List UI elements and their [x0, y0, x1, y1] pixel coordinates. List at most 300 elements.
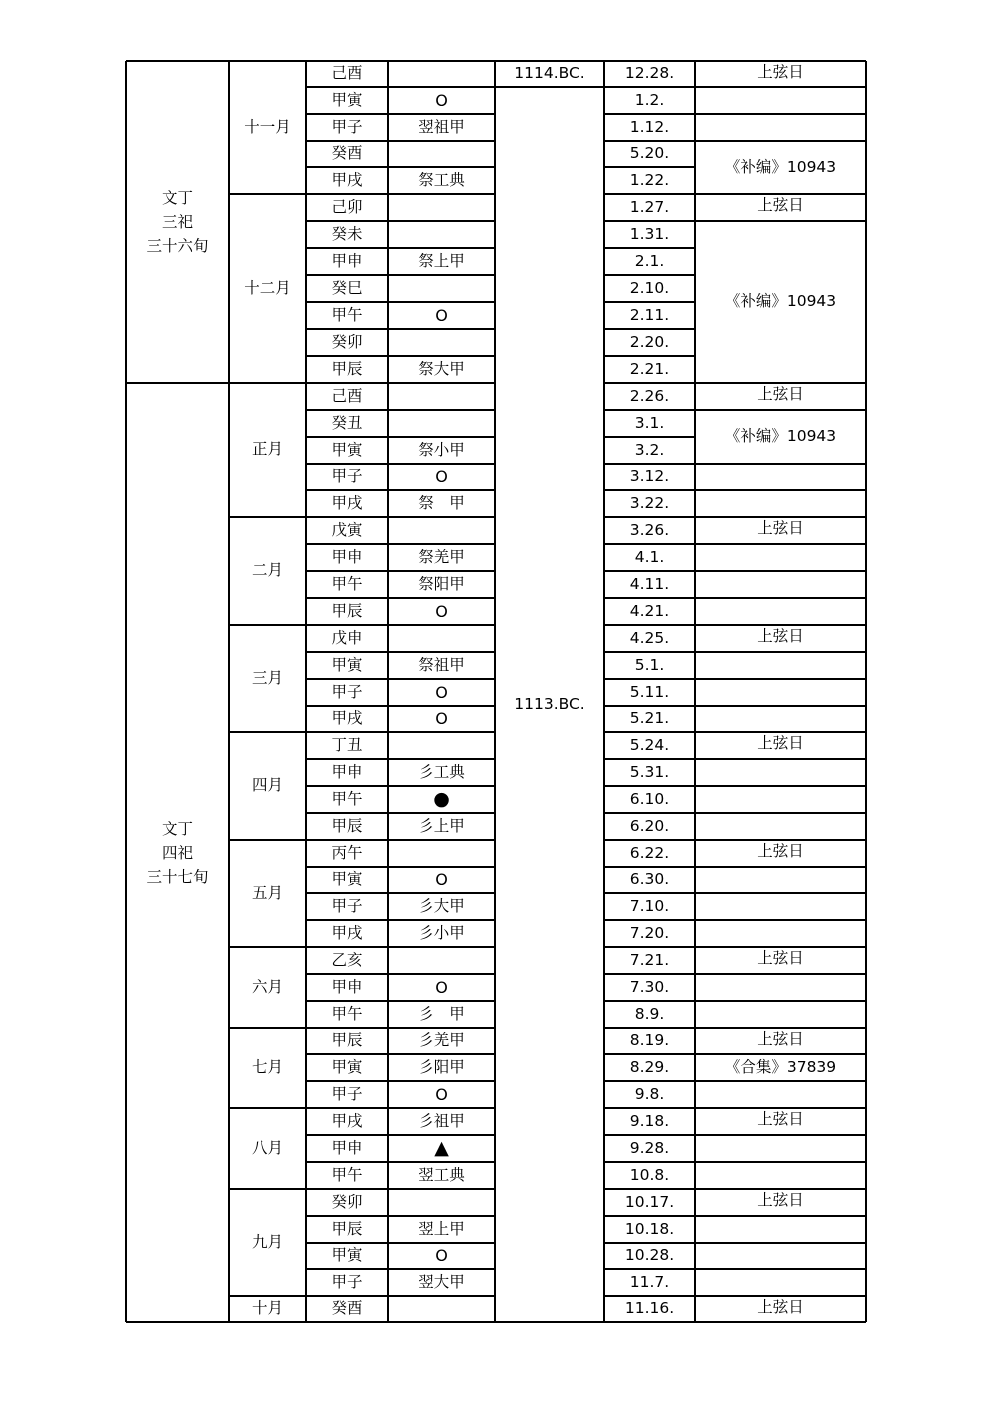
ganzhi-cell: 甲子	[331, 1084, 363, 1103]
grid-line	[695, 1188, 866, 1189]
grid-line	[695, 946, 866, 947]
date-cell: 10.8.	[629, 1165, 670, 1184]
event-cell: 彡上甲	[418, 816, 465, 835]
date-cell: 2.21.	[629, 359, 670, 378]
reign-cell	[126, 61, 229, 383]
date-cell: 5.11.	[629, 682, 670, 701]
grid-line	[604, 839, 695, 840]
grid-line	[695, 785, 866, 786]
event-cell: ●	[433, 788, 450, 810]
ganzhi-cell: 甲寅	[331, 870, 363, 889]
grid-line	[229, 946, 306, 947]
grid-line	[604, 1268, 695, 1269]
grid-line	[604, 166, 695, 167]
month-cell: 四月	[251, 776, 283, 795]
date-cell: 8.9.	[634, 1004, 665, 1023]
grid-line	[604, 220, 695, 221]
grid-line	[604, 113, 695, 114]
date-cell: 5.24.	[629, 735, 670, 754]
grid-line	[306, 355, 495, 356]
note-cell: 上弦日	[757, 1298, 804, 1316]
event-cell: O	[435, 1246, 448, 1265]
note-cell	[695, 1216, 866, 1243]
grid-line	[306, 597, 495, 598]
grid-line	[604, 812, 695, 813]
date-cell: 5.21.	[629, 709, 670, 728]
reign-line: 文丁	[161, 819, 193, 838]
note-cell	[695, 652, 866, 679]
event-cell: 翌上甲	[418, 1219, 465, 1238]
grid-line	[604, 1161, 695, 1162]
grid-line	[695, 1215, 866, 1216]
ganzhi-cell: 甲戌	[331, 923, 363, 942]
grid-line	[229, 516, 306, 517]
note-cell	[695, 786, 866, 813]
date-cell: 7.20.	[629, 923, 670, 942]
month-cell: 正月	[251, 440, 283, 459]
ganzhi-cell: 甲子	[331, 682, 363, 701]
ganzhi-cell: 乙亥	[331, 950, 363, 969]
date-cell: 7.10.	[629, 896, 670, 915]
ganzhi-cell: 戊申	[331, 628, 363, 647]
reign-line: 四祀	[161, 843, 193, 862]
grid-line	[604, 328, 695, 329]
note-cell	[695, 464, 866, 490]
ganzhi-cell: 甲辰	[331, 1219, 363, 1238]
grid-line	[695, 220, 866, 221]
grid-line	[695, 1107, 866, 1108]
grid-line	[306, 624, 495, 625]
ganzhi-cell: 甲午	[331, 305, 363, 324]
grid-line	[306, 1053, 495, 1054]
date-cell: 5.1.	[634, 655, 665, 674]
note-cell: 《补编》10943	[724, 292, 837, 311]
ganzhi-cell: 甲辰	[331, 816, 363, 835]
date-cell: 10.28.	[624, 1246, 675, 1265]
ganzhi-cell: 癸卯	[331, 332, 363, 351]
grid-line	[695, 1080, 866, 1081]
grid-line	[604, 1053, 695, 1054]
note-cell	[695, 490, 866, 517]
note-cell: 《合集》37839	[724, 1057, 837, 1076]
grid-line	[604, 758, 695, 759]
date-cell: 10.17.	[624, 1192, 675, 1211]
grid-line	[229, 382, 306, 383]
note-cell	[695, 1269, 866, 1296]
month-cell: 五月	[251, 883, 283, 902]
grid-line	[695, 489, 866, 490]
ganzhi-cell: 甲申	[331, 547, 363, 566]
date-cell: 6.20.	[629, 816, 670, 835]
event-cell: 彡小甲	[418, 923, 465, 942]
event-cell: O	[435, 682, 448, 702]
event-cell	[388, 840, 495, 867]
event-cell: 彡 甲	[418, 1004, 465, 1023]
grid-line	[306, 812, 495, 813]
grid-line	[695, 463, 866, 464]
grid-line	[306, 382, 495, 383]
grid-line	[306, 489, 495, 490]
date-cell: 6.22.	[629, 843, 670, 862]
grid-line	[604, 1295, 695, 1296]
grid-line	[604, 463, 695, 464]
grid-line	[306, 1295, 495, 1296]
note-cell	[695, 759, 866, 786]
grid-line	[306, 1188, 495, 1189]
note-cell: 上弦日	[757, 842, 804, 860]
ganzhi-cell: 甲午	[331, 574, 363, 593]
grid-line	[695, 839, 866, 840]
grid-line	[306, 731, 495, 732]
date-cell: 9.28.	[629, 1138, 670, 1157]
note-cell	[695, 1243, 866, 1269]
event-cell	[388, 732, 495, 759]
event-cell	[388, 1189, 495, 1216]
date-cell: 8.19.	[629, 1031, 670, 1050]
date-cell: 6.30.	[629, 870, 670, 889]
date-cell: 4.25.	[629, 628, 670, 647]
event-cell: 彡工典	[418, 762, 465, 781]
grid-line	[228, 61, 229, 1322]
ganzhi-cell: 甲辰	[331, 601, 363, 620]
ganzhi-cell: 癸酉	[331, 1299, 363, 1318]
month-cell: 二月	[251, 561, 283, 580]
ganzhi-cell: 甲戌	[331, 170, 363, 189]
ganzhi-cell: 甲午	[331, 789, 363, 808]
grid-line	[604, 382, 695, 383]
grid-line	[126, 382, 229, 383]
note-cell: 上弦日	[757, 734, 804, 752]
event-cell: 翌工典	[418, 1165, 465, 1184]
event-cell: 祭大甲	[418, 359, 465, 378]
grid-line	[695, 866, 866, 867]
grid-line	[306, 758, 495, 759]
grid-line	[229, 1295, 306, 1296]
ganzhi-cell: 甲寅	[331, 90, 363, 109]
event-cell: 彡阳甲	[418, 1057, 465, 1076]
grid-line	[604, 274, 695, 275]
month-cell: 六月	[251, 977, 283, 996]
grid-line	[306, 1000, 495, 1001]
grid-line	[604, 543, 695, 544]
grid-line	[604, 436, 695, 437]
grid-line	[306, 516, 495, 517]
year-cell: 1114.BC.	[514, 64, 585, 83]
grid-line	[125, 61, 127, 1322]
grid-line	[604, 892, 695, 893]
grid-line	[306, 409, 495, 410]
grid-line	[306, 1107, 495, 1108]
month-cell: 八月	[251, 1138, 283, 1157]
grid-line	[306, 86, 495, 87]
note-cell	[695, 813, 866, 840]
ganzhi-cell: 丁丑	[331, 735, 363, 754]
grid-line	[695, 892, 866, 893]
grid-line	[306, 301, 495, 302]
date-cell: 1.2.	[634, 90, 665, 109]
date-cell: 3.22.	[629, 493, 670, 512]
ganzhi-cell: 甲子	[331, 1272, 363, 1291]
grid-line	[604, 1242, 695, 1243]
grid-line	[306, 1215, 495, 1216]
event-cell: ▲	[434, 1137, 449, 1159]
date-cell: 2.1.	[634, 251, 665, 270]
grid-line	[306, 220, 495, 221]
note-cell	[695, 893, 866, 920]
grid-line	[306, 892, 495, 893]
event-cell: 祭阳甲	[418, 574, 465, 593]
event-cell: 祭 甲	[418, 493, 465, 512]
note-cell: 上弦日	[757, 1191, 804, 1209]
grid-line	[695, 382, 866, 383]
note-cell: 上弦日	[757, 63, 804, 81]
note-cell	[695, 1001, 866, 1028]
reign-line: 三祀	[161, 213, 193, 231]
grid-line	[604, 409, 695, 410]
grid-line	[695, 1027, 866, 1028]
date-cell: 3.26.	[629, 520, 670, 539]
month-cell: 七月	[251, 1058, 283, 1077]
note-cell: 《补编》10943	[724, 427, 837, 446]
grid-line	[695, 651, 866, 652]
note-cell: 《补编》10943	[724, 157, 837, 176]
date-cell: 12.28.	[624, 64, 675, 83]
date-cell: 4.21.	[629, 601, 670, 620]
ganzhi-cell: 甲辰	[331, 1031, 363, 1050]
date-cell: 11.16.	[624, 1299, 675, 1318]
grid-line	[305, 61, 306, 1322]
ganzhi-cell: 甲戌	[331, 709, 363, 728]
event-cell: O	[435, 870, 448, 889]
grid-line	[604, 301, 695, 302]
date-cell: 6.10.	[629, 789, 670, 808]
grid-line	[695, 624, 866, 625]
date-cell: 2.26.	[629, 386, 670, 405]
note-cell: 上弦日	[757, 385, 804, 403]
event-cell	[388, 383, 495, 410]
grid-line	[306, 274, 495, 275]
grid-line	[604, 247, 695, 248]
ganzhi-cell: 甲子	[331, 117, 363, 136]
note-cell: 上弦日	[757, 519, 804, 537]
event-cell	[388, 329, 495, 356]
grid-line	[306, 1161, 495, 1162]
grid-line	[306, 463, 495, 464]
ganzhi-cell: 甲寅	[331, 440, 363, 459]
note-cell: 上弦日	[757, 1030, 804, 1048]
event-cell: O	[435, 601, 448, 621]
grid-line	[695, 570, 866, 571]
event-cell: 彡羌甲	[418, 1031, 465, 1050]
note-cell: 上弦日	[757, 1110, 804, 1128]
event-cell	[388, 141, 495, 167]
month-cell: 十二月	[244, 278, 291, 297]
note-cell	[695, 1081, 866, 1108]
grid-line	[695, 140, 866, 141]
date-cell: 8.29.	[629, 1057, 670, 1076]
note-cell: 上弦日	[757, 627, 804, 645]
date-cell: 2.11.	[629, 305, 670, 324]
note-cell	[695, 974, 866, 1001]
date-cell: 10.18.	[624, 1219, 675, 1238]
event-cell	[388, 517, 495, 544]
reign-cell	[126, 383, 229, 1322]
event-cell: 彡祖甲	[418, 1111, 465, 1130]
grid-line	[306, 919, 495, 920]
ganzhi-cell: 甲午	[331, 1165, 363, 1184]
note-cell	[695, 1162, 866, 1189]
grid-line	[495, 86, 604, 87]
grid-line	[229, 1027, 306, 1028]
grid-line	[695, 812, 866, 813]
grid-line	[604, 1080, 695, 1081]
ganzhi-cell: 丙午	[331, 843, 363, 862]
grid-line	[604, 651, 695, 652]
event-cell: 祭上甲	[418, 251, 465, 270]
grid-line	[229, 839, 306, 840]
event-cell	[388, 61, 495, 87]
grid-line	[604, 705, 695, 706]
event-cell: 翌大甲	[418, 1272, 465, 1291]
grid-line	[695, 543, 866, 544]
date-cell: 5.31.	[629, 762, 670, 781]
grid-line	[306, 113, 495, 114]
note-cell	[695, 920, 866, 947]
note-cell	[695, 87, 866, 114]
ganzhi-cell: 甲子	[331, 467, 363, 486]
grid-line	[229, 1107, 306, 1108]
grid-line	[387, 61, 388, 1322]
ganzhi-cell: 甲寅	[331, 1246, 363, 1265]
grid-line	[306, 1080, 495, 1081]
grid-line	[695, 597, 866, 598]
grid-line	[695, 678, 866, 679]
grid-line	[604, 489, 695, 490]
grid-line	[306, 651, 495, 652]
grid-line	[306, 1242, 495, 1243]
grid-line	[695, 705, 866, 706]
year-cell: 1113.BC.	[514, 694, 585, 713]
grid-line	[306, 328, 495, 329]
note-cell: 上弦日	[757, 196, 804, 214]
grid-line	[306, 140, 495, 141]
date-cell: 5.20.	[629, 144, 670, 163]
grid-line	[695, 1295, 866, 1296]
grid-line	[604, 1188, 695, 1189]
event-cell: 祭祖甲	[418, 655, 465, 674]
month-cell: 十月	[251, 1299, 283, 1318]
date-cell: 4.11.	[629, 574, 670, 593]
event-cell	[388, 947, 495, 974]
ganzhi-cell: 癸巳	[331, 278, 363, 297]
grid-line	[695, 973, 866, 974]
grid-line	[604, 1027, 695, 1028]
date-cell: 2.10.	[629, 278, 670, 297]
month-cell: 十一月	[244, 117, 291, 136]
grid-line	[604, 1134, 695, 1135]
event-cell	[388, 275, 495, 302]
grid-line	[306, 570, 495, 571]
ganzhi-cell: 己酉	[331, 386, 363, 405]
event-cell: 祭小甲	[418, 440, 465, 459]
date-cell: 7.30.	[629, 977, 670, 996]
note-cell	[695, 679, 866, 706]
event-cell	[388, 221, 495, 248]
grid-line	[306, 866, 495, 867]
grid-line	[695, 1268, 866, 1269]
date-cell: 1.22.	[629, 170, 670, 189]
date-cell: 3.12.	[629, 467, 670, 486]
event-cell: 翌祖甲	[418, 117, 465, 136]
grid-line	[306, 973, 495, 974]
grid-line	[229, 731, 306, 732]
ganzhi-cell: 甲申	[331, 762, 363, 781]
grid-line	[604, 1215, 695, 1216]
grid-line	[306, 678, 495, 679]
note-cell	[695, 571, 866, 598]
grid-line	[695, 193, 866, 194]
date-cell: 3.2.	[634, 440, 665, 459]
grid-line	[604, 597, 695, 598]
ganzhi-cell: 甲申	[331, 251, 363, 270]
grid-line	[126, 60, 866, 62]
date-cell: 4.1.	[634, 547, 665, 566]
event-cell	[388, 1296, 495, 1322]
grid-line	[695, 1000, 866, 1001]
grid-line	[229, 624, 306, 625]
date-cell: 11.7.	[629, 1272, 670, 1291]
grid-line	[229, 193, 306, 194]
grid-line	[306, 436, 495, 437]
grid-line	[604, 731, 695, 732]
grid-line	[695, 758, 866, 759]
grid-line	[306, 705, 495, 706]
grid-line	[603, 61, 604, 1322]
ganzhi-cell: 癸未	[331, 224, 363, 243]
grid-line	[306, 543, 495, 544]
grid-line	[306, 1027, 495, 1028]
grid-line	[229, 1188, 306, 1189]
ganzhi-cell: 甲申	[331, 1138, 363, 1157]
ganzhi-cell: 甲午	[331, 1004, 363, 1023]
event-cell: 彡大甲	[418, 896, 465, 915]
event-cell: 祭羌甲	[418, 547, 465, 566]
event-cell: O	[435, 977, 448, 997]
grid-line	[604, 516, 695, 517]
grid-line	[865, 61, 867, 1322]
ganzhi-cell: 甲戌	[331, 493, 363, 512]
note-cell	[695, 114, 866, 141]
grid-line	[306, 166, 495, 167]
ganzhi-cell: 癸卯	[331, 1192, 363, 1211]
month-cell: 三月	[251, 668, 283, 687]
grid-line	[604, 785, 695, 786]
grid-line	[604, 1000, 695, 1001]
month-cell: 九月	[251, 1232, 283, 1251]
grid-line	[695, 731, 866, 732]
grid-line	[306, 785, 495, 786]
grid-line	[306, 247, 495, 248]
grid-line	[604, 973, 695, 974]
event-cell: O	[435, 1084, 448, 1104]
event-cell	[388, 410, 495, 437]
grid-line	[306, 839, 495, 840]
grid-line	[695, 516, 866, 517]
ganzhi-cell: 戊寅	[331, 520, 363, 539]
grid-line	[695, 919, 866, 920]
ganzhi-cell: 甲申	[331, 977, 363, 996]
ganzhi-cell: 癸丑	[331, 413, 363, 432]
